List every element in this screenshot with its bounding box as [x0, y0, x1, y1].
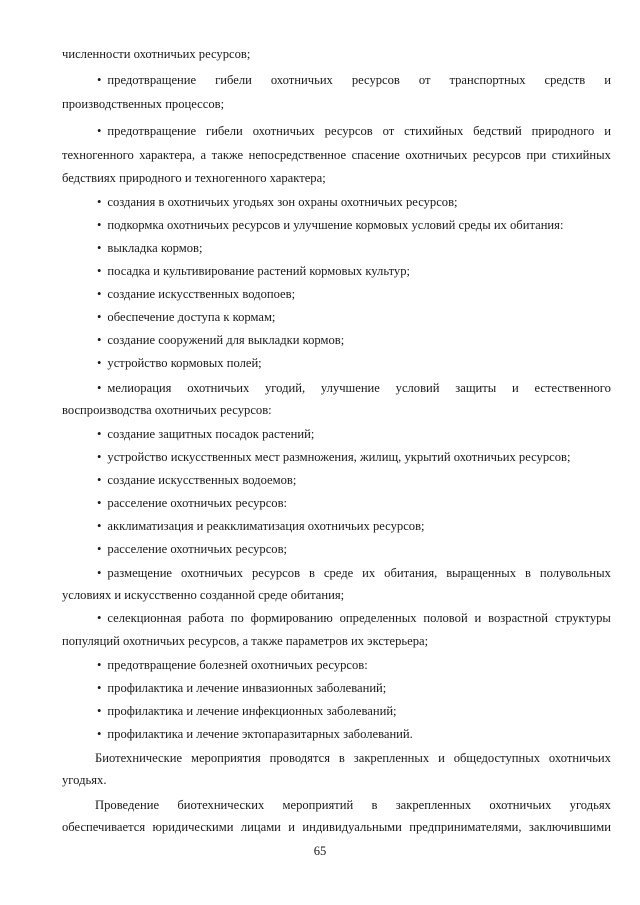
bullet-icon: • [97, 73, 102, 87]
bullet-icon: • [97, 218, 102, 232]
bullet-icon: • [97, 450, 102, 464]
bullet-line: • профилактика и лечение инвазионных заболеваний; [97, 681, 387, 695]
bullet-icon: • [97, 195, 102, 209]
bullet-line: • профилактика и лечение эктопаразитарных заболеваний. [97, 727, 413, 741]
bullet-line: • предотвращение болезней охотничьих ресурсов: [97, 658, 368, 672]
bullet-icon: • [97, 264, 102, 278]
bullet-icon: • [97, 658, 102, 672]
bullet-line: • акклиматизация и реакклиматизация охотничьих ресурсов; [97, 519, 425, 533]
bullet-icon: • [97, 356, 102, 370]
bullet-line: • предотвращение гибели охотничьих ресурсов от стихийных бедствий природного и [97, 124, 611, 138]
bullet-icon: • [97, 611, 102, 625]
text-line: производственных процессов; [62, 97, 225, 111]
bullet-icon: • [97, 427, 102, 441]
page-number: 65 [313, 844, 327, 858]
bullet-line: • создание искусственных водопоев; [97, 287, 296, 301]
text-line: популяций охотничьих ресурсов, а также параметров их экстерьера; [62, 634, 429, 648]
bullet-line: • предотвращение гибели охотничьих ресурсов от транспортных средств и [97, 73, 611, 87]
bullet-icon: • [97, 727, 102, 741]
paragraph-line: обеспечивается юридическими лицами и индивидуальными предпринимателями, заключившими [62, 820, 611, 834]
bullet-icon: • [97, 124, 102, 138]
bullet-line: • профилактика и лечение инфекционных заболеваний; [97, 704, 397, 718]
bullet-icon: • [97, 704, 102, 718]
bullet-line: • обеспечение доступа к кормам; [97, 310, 276, 324]
bullet-icon: • [97, 333, 102, 347]
bullet-line: • создание сооружений для выкладки кормов; [97, 333, 345, 347]
bullet-line: • выкладка кормов; [97, 241, 203, 255]
bullet-icon: • [97, 310, 102, 324]
text-line: техногенного характера, а также непосредственное спасение охотничьих ресурсов при стихийных [62, 148, 611, 162]
paragraph-line: Проведение биотехнических мероприятий в закрепленных охотничьих угодьях [95, 798, 611, 812]
bullet-line: • размещение охотничьих ресурсов в среде их обитания, выращенных в полувольных [97, 566, 611, 580]
bullet-icon: • [97, 519, 102, 533]
bullet-icon: • [97, 473, 102, 487]
bullet-line: • создание защитных посадок растений; [97, 427, 315, 441]
text-line: условиях и искусственно созданной среде обитания; [62, 588, 345, 602]
bullet-icon: • [97, 381, 102, 395]
bullet-icon: • [97, 566, 102, 580]
bullet-icon: • [97, 681, 102, 695]
bullet-line: • расселение охотничьих ресурсов: [97, 496, 288, 510]
bullet-line: • мелиорация охотничьих угодий, улучшение условий защиты и естественного [97, 381, 611, 395]
bullet-line: • устройство искусственных мест размножения, жилищ, укрытий охотничьих ресурсов; [97, 450, 571, 464]
bullet-icon: • [97, 496, 102, 510]
bullet-line: • расселение охотничьих ресурсов; [97, 542, 288, 556]
bullet-line: • создания в охотничьих угодьях зон охраны охотничьих ресурсов; [97, 195, 458, 209]
bullet-icon: • [97, 287, 102, 301]
bullet-line: • селекционная работа по формированию определенных половой и возрастной структуры [97, 611, 611, 625]
text-line: воспроизводства охотничьих ресурсов: [62, 403, 272, 417]
paragraph-line: Биотехнические мероприятия проводятся в закрепленных и общедоступных охотничьих [95, 751, 611, 765]
bullet-line: • посадка и культивирование растений кормовых культур; [97, 264, 411, 278]
text-line: бедствиях природного и техногенного характера; [62, 171, 326, 185]
bullet-line: • создание искусственных водоемов; [97, 473, 297, 487]
bullet-icon: • [97, 241, 102, 255]
text-line: численности охотничьих ресурсов; [62, 47, 251, 61]
bullet-line: • подкормка охотничьих ресурсов и улучшение кормовых условий среды их обитания: [97, 218, 564, 232]
bullet-line: • устройство кормовых полей; [97, 356, 262, 370]
paragraph-line: угодьях. [62, 773, 107, 787]
bullet-icon: • [97, 542, 102, 556]
